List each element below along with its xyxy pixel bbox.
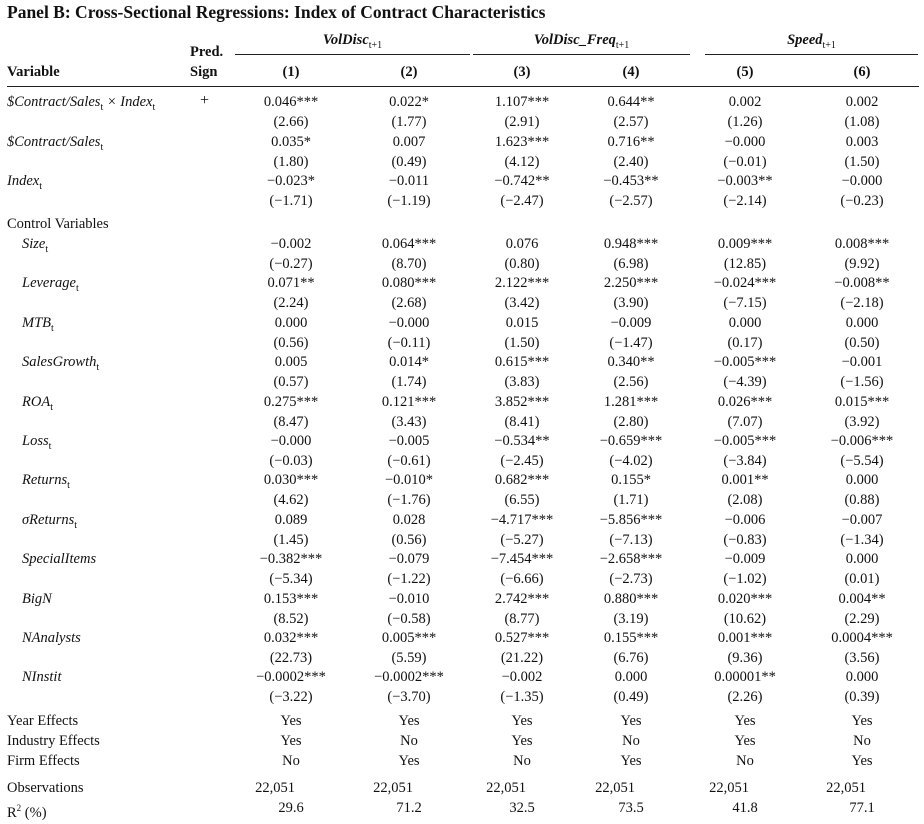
row-label-subscript: t (96, 361, 100, 373)
t-stat-cell: (−4.02) (609, 453, 653, 469)
row-label-text: BigN (22, 591, 52, 607)
t-stat-cell: (3.43) (391, 414, 427, 430)
column-number: (1) (282, 64, 300, 80)
coefficient-cell: −0.005*** (713, 433, 777, 449)
t-stat-cell: (8.77) (504, 611, 540, 627)
row-label-suffix-subscript: t (152, 101, 156, 113)
coefficient-cell: 2.122*** (494, 275, 550, 291)
coefficient-cell: −0.000 (724, 134, 766, 150)
row-label-subscript: t (100, 141, 104, 153)
t-stat-cell: (−1.76) (387, 492, 431, 508)
t-stat-cell: (3.42) (504, 295, 540, 311)
coefficient-cell: 0.000 (728, 315, 762, 331)
t-stat-cell: (2.80) (613, 414, 649, 430)
row-label-text: Returns (22, 472, 68, 488)
column-number: (2) (400, 64, 418, 80)
observations-label: Observations (7, 780, 84, 796)
t-stat-cell: (−3.84) (723, 453, 767, 469)
group-subscript: t+1 (615, 39, 630, 51)
effects-cell: Yes (511, 733, 533, 749)
coefficient-cell: −0.000 (388, 315, 430, 331)
t-stat-cell: (2.57) (613, 114, 649, 130)
coefficient-cell: 0.015*** (834, 394, 890, 410)
effects-cell: No (622, 733, 640, 749)
t-stat-cell: (−0.83) (723, 532, 767, 548)
coefficient-cell: 0.005 (274, 354, 308, 370)
coefficient-cell: −0.0002*** (374, 669, 444, 685)
coefficient-cell: −0.0002*** (256, 669, 326, 685)
r2-cell: 41.8 (732, 800, 758, 816)
t-stat-cell: (−0.03) (269, 453, 313, 469)
coefficient-cell: −0.024*** (713, 275, 777, 291)
predicted-sign: + (200, 92, 210, 109)
t-stat-cell: (6.76) (613, 650, 649, 666)
coefficient-cell: 0.153*** (263, 591, 319, 607)
row-label-suffix: × Index (103, 94, 153, 110)
coefficient-cell: 0.020*** (717, 591, 773, 607)
t-stat-cell: (1.08) (844, 114, 880, 130)
coefficient-cell: −0.003** (717, 173, 773, 189)
t-stat-cell: (−1.34) (840, 532, 884, 548)
t-stat-cell: (8.70) (391, 256, 427, 272)
row-label (22, 394, 53, 416)
row-label-subscript: t (67, 479, 70, 491)
coefficient-cell: 0.080*** (381, 275, 437, 291)
observations-cell: 22,051 (709, 780, 749, 796)
row-label-subscript: t (51, 322, 54, 334)
coefficient-cell: 0.121*** (381, 394, 437, 410)
group-header-3 (705, 32, 918, 51)
t-stat-cell: (8.47) (273, 414, 309, 430)
coefficient-cell: 0.001** (721, 472, 769, 488)
t-stat-cell: (−2.73) (609, 571, 653, 587)
coefficient-cell: −0.453** (603, 173, 659, 189)
coefficient-cell: 0.000 (845, 669, 879, 685)
effects-cell: Yes (398, 753, 420, 769)
effects-cell: No (853, 733, 871, 749)
row-label (22, 354, 99, 376)
t-stat-cell: (0.88) (844, 492, 880, 508)
coefficient-cell: −0.007 (841, 512, 883, 528)
coefficient-cell: −0.000 (841, 173, 883, 189)
coefficient-cell: −2.658*** (599, 551, 663, 567)
row-label-text: σReturns (22, 512, 75, 528)
group-header-2 (473, 32, 690, 51)
coefficient-cell: 0.009*** (717, 236, 773, 252)
table-title: Panel B: Cross-Sectional Regressions: Index of Contract Characteristics (7, 2, 546, 22)
row-label (22, 315, 54, 337)
effects-cell: No (513, 753, 531, 769)
control-variables-label: Control Variables (7, 216, 109, 232)
coefficient-cell: 0.076 (505, 236, 539, 252)
t-stat-cell: (−1.35) (500, 689, 544, 705)
coefficient-cell: −0.009 (610, 315, 652, 331)
row-label (7, 94, 155, 116)
t-stat-cell: (−3.70) (387, 689, 431, 705)
column-number: (3) (513, 64, 531, 80)
effects-cell: Yes (851, 713, 873, 729)
coefficient-cell: −0.006*** (830, 433, 894, 449)
t-stat-cell: (0.56) (391, 532, 427, 548)
coefficient-cell: −0.010* (384, 472, 434, 488)
coefficient-cell: −0.006 (724, 512, 766, 528)
coefficient-cell: 0.028 (392, 512, 426, 528)
coefficient-cell: −0.023* (266, 173, 316, 189)
row-label (22, 551, 96, 567)
effects-cell: Yes (620, 713, 642, 729)
coefficient-cell: −0.000 (270, 433, 312, 449)
coefficient-cell: −0.002 (270, 236, 312, 252)
t-stat-cell: (−2.18) (840, 295, 884, 311)
coefficient-cell: 0.002 (845, 94, 879, 110)
t-stat-cell: (−0.27) (269, 256, 313, 272)
group-rule-1 (235, 54, 470, 55)
coefficient-cell: 0.0004*** (831, 630, 893, 646)
t-stat-cell: (−1.22) (387, 571, 431, 587)
t-stat-cell: (−0.01) (723, 154, 767, 170)
row-label-text: NAnalysts (22, 630, 81, 646)
coefficient-cell: −0.534** (494, 433, 550, 449)
pred-sign-header-line2: Sign (190, 64, 218, 80)
coefficient-cell: 1.107*** (494, 94, 550, 110)
t-stat-cell: (−0.58) (387, 611, 431, 627)
row-label (22, 472, 70, 494)
group-header-1 (235, 32, 470, 51)
t-stat-cell: (6.98) (613, 256, 649, 272)
coefficient-cell: −0.005*** (713, 354, 777, 370)
coefficient-cell: 0.004** (838, 591, 886, 607)
t-stat-cell: (22.73) (269, 650, 313, 666)
row-label-text: ROA (22, 394, 51, 410)
coefficient-cell: 0.682*** (494, 472, 550, 488)
r2-cell: 71.2 (396, 800, 422, 816)
row-label-subscript: t (45, 243, 49, 255)
variable-header: Variable (7, 64, 60, 80)
coefficient-cell: 0.948*** (603, 236, 659, 252)
coefficient-cell: −0.002 (501, 669, 543, 685)
coefficient-cell: 1.623*** (494, 134, 550, 150)
coefficient-cell: 0.007 (392, 134, 426, 150)
row-label (22, 591, 52, 607)
coefficient-cell: 0.000 (845, 551, 879, 567)
coefficient-cell: −0.008** (834, 275, 890, 291)
r2-cell: 32.5 (509, 800, 535, 816)
r2-label-rest: (%) (21, 804, 47, 821)
t-stat-cell: (1.80) (273, 154, 309, 170)
r2-cell: 77.1 (849, 800, 875, 816)
t-stat-cell: (−6.66) (500, 571, 544, 587)
t-stat-cell: (5.59) (391, 650, 427, 666)
row-label (22, 512, 77, 534)
coefficient-cell: 0.340** (607, 354, 655, 370)
coefficient-cell: 0.155*** (603, 630, 659, 646)
coefficient-cell: 0.644** (607, 94, 655, 110)
row-label-text: $Contract/Sales (7, 94, 101, 110)
r2-cell: 29.6 (278, 800, 304, 816)
row-label-text: SalesGrowth (22, 354, 97, 370)
coefficient-cell: 0.001*** (717, 630, 773, 646)
t-stat-cell: (−5.54) (840, 453, 884, 469)
group-rule-3 (705, 54, 918, 55)
t-stat-cell: (2.26) (727, 689, 763, 705)
t-stat-cell: (1.71) (613, 492, 649, 508)
t-stat-cell: (3.19) (613, 611, 649, 627)
row-label-text: MTB (22, 315, 51, 331)
t-stat-cell: (0.39) (844, 689, 880, 705)
row-label-text: NInstit (22, 669, 62, 685)
t-stat-cell: (2.66) (273, 114, 309, 130)
row-label-subscript: t (50, 401, 53, 413)
t-stat-cell: (6.55) (504, 492, 540, 508)
observations-cell: 22,051 (595, 780, 635, 796)
row-label-text: SpecialItems (22, 551, 97, 567)
column-number: (6) (853, 64, 871, 80)
t-stat-cell: (3.83) (504, 374, 540, 390)
row-label (22, 236, 48, 258)
coefficient-cell: 0.615*** (494, 354, 550, 370)
t-stat-cell: (21.22) (500, 650, 544, 666)
group-subscript: t+1 (822, 39, 836, 51)
coefficient-cell: 0.155* (611, 472, 651, 488)
coefficient-cell: 3.852*** (494, 394, 550, 410)
group-name: VolDisc (322, 32, 369, 48)
coefficient-cell: 0.005*** (381, 630, 437, 646)
coefficient-cell: −0.659*** (599, 433, 663, 449)
coefficient-cell: 0.008*** (834, 236, 890, 252)
t-stat-cell: (1.74) (391, 374, 427, 390)
effects-label: Industry Effects (7, 733, 100, 749)
t-stat-cell: (4.62) (273, 492, 309, 508)
coefficient-cell: 0.022* (389, 94, 429, 110)
t-stat-cell: (2.91) (504, 114, 540, 130)
effects-cell: Yes (734, 713, 756, 729)
effects-cell: No (282, 753, 300, 769)
group-rule-2 (473, 54, 690, 55)
coefficient-cell: 0.046*** (263, 94, 319, 110)
observations-cell: 22,051 (255, 780, 295, 796)
coefficient-cell: 0.000 (845, 472, 879, 488)
t-stat-cell: (−0.23) (840, 193, 884, 209)
row-label-subscript: t (100, 101, 104, 113)
coefficient-cell: 0.000 (845, 315, 879, 331)
t-stat-cell: (−1.47) (609, 335, 653, 351)
observations-cell: 22,051 (373, 780, 413, 796)
t-stat-cell: (0.01) (844, 571, 880, 587)
t-stat-cell: (0.80) (504, 256, 540, 272)
row-label (7, 173, 42, 195)
effects-cell: Yes (620, 753, 642, 769)
t-stat-cell: (1.50) (504, 335, 540, 351)
row-label-text: Index (7, 173, 40, 189)
t-stat-cell: (4.12) (504, 154, 540, 170)
row-label-text: $Contract/Sales (7, 134, 101, 150)
t-stat-cell: (−2.57) (609, 193, 653, 209)
t-stat-cell: (−2.14) (723, 193, 767, 209)
effects-cell: Yes (280, 713, 302, 729)
coefficient-cell: 0.015 (505, 315, 539, 331)
t-stat-cell: (1.26) (727, 114, 763, 130)
column-number: (5) (736, 64, 754, 80)
t-stat-cell: (9.92) (844, 256, 880, 272)
coefficient-cell: 0.527*** (494, 630, 550, 646)
t-stat-cell: (2.68) (391, 295, 427, 311)
t-stat-cell: (3.56) (844, 650, 880, 666)
coefficient-cell: 0.089 (274, 512, 308, 528)
coefficient-cell: 0.716** (607, 134, 655, 150)
t-stat-cell: (0.17) (727, 335, 763, 351)
t-stat-cell: (10.62) (723, 611, 767, 627)
effects-cell: No (736, 753, 754, 769)
row-label-text: Leverage (22, 275, 76, 291)
coefficient-cell: −4.717*** (490, 512, 554, 528)
t-stat-cell: (0.49) (613, 689, 649, 705)
coefficient-cell: −0.010 (388, 591, 430, 607)
effects-cell: Yes (511, 713, 533, 729)
t-stat-cell: (0.49) (391, 154, 427, 170)
t-stat-cell: (1.45) (273, 532, 309, 548)
coefficient-cell: 2.742*** (494, 591, 550, 607)
t-stat-cell: (−2.47) (500, 193, 544, 209)
row-label (7, 134, 103, 156)
t-stat-cell: (−2.45) (500, 453, 544, 469)
coefficient-cell: −0.001 (841, 354, 883, 370)
t-stat-cell: (12.85) (723, 256, 767, 272)
t-stat-cell: (−1.56) (840, 374, 884, 390)
t-stat-cell: (−1.02) (723, 571, 767, 587)
coefficient-cell: −0.079 (388, 551, 430, 567)
group-name: VolDisc_Freq (533, 32, 616, 48)
coefficient-cell: 0.064*** (381, 236, 437, 252)
t-stat-cell: (−3.22) (269, 689, 313, 705)
t-stat-cell: (0.56) (273, 335, 309, 351)
row-label-subscript: t (75, 282, 79, 294)
effects-label: Year Effects (7, 713, 79, 729)
t-stat-cell: (9.36) (727, 650, 763, 666)
header-rule (7, 86, 919, 87)
t-stat-cell: (8.41) (504, 414, 540, 430)
column-number: (4) (622, 64, 640, 80)
effects-cell: Yes (734, 733, 756, 749)
t-stat-cell: (0.50) (844, 335, 880, 351)
coefficient-cell: 0.002 (728, 94, 762, 110)
t-stat-cell: (−0.11) (387, 335, 431, 351)
t-stat-cell: (2.24) (273, 295, 309, 311)
coefficient-cell: 0.000 (274, 315, 308, 331)
group-subscript: t+1 (368, 39, 383, 51)
t-stat-cell: (−0.61) (387, 453, 431, 469)
coefficient-cell: 0.880*** (603, 591, 659, 607)
t-stat-cell: (−1.71) (269, 193, 313, 209)
observations-cell: 22,051 (486, 780, 526, 796)
t-stat-cell: (2.29) (844, 611, 880, 627)
t-stat-cell: (−5.27) (500, 532, 544, 548)
coefficient-cell: 0.071** (267, 275, 315, 291)
row-label (22, 433, 51, 455)
coefficient-cell: −0.742** (494, 173, 550, 189)
t-stat-cell: (−7.15) (723, 295, 767, 311)
group-name: Speed (787, 32, 823, 48)
coefficient-cell: 0.030*** (263, 472, 319, 488)
t-stat-cell: (−4.39) (723, 374, 767, 390)
t-stat-cell: (−7.13) (609, 532, 653, 548)
row-label-subscript: t (48, 440, 52, 452)
t-stat-cell: (1.50) (844, 154, 880, 170)
t-stat-cell: (2.56) (613, 374, 649, 390)
coefficient-cell: 0.003 (845, 134, 879, 150)
coefficient-cell: 0.275*** (263, 394, 319, 410)
effects-cell: Yes (280, 733, 302, 749)
t-stat-cell: (2.08) (727, 492, 763, 508)
coefficient-cell: 1.281*** (603, 394, 659, 410)
coefficient-cell: −7.454*** (490, 551, 554, 567)
coefficient-cell: −0.005 (388, 433, 430, 449)
coefficient-cell: −5.856*** (599, 512, 663, 528)
coefficient-cell: −0.009 (724, 551, 766, 567)
t-stat-cell: (1.77) (391, 114, 427, 130)
r2-label (7, 800, 47, 821)
coefficient-cell: 0.00001** (714, 669, 776, 685)
t-stat-cell: (8.52) (273, 611, 309, 627)
effects-cell: Yes (398, 713, 420, 729)
row-label-subscript: t (39, 180, 42, 192)
t-stat-cell: (0.57) (273, 374, 309, 390)
coefficient-cell: 0.000 (614, 669, 648, 685)
t-stat-cell: (7.07) (727, 414, 763, 430)
coefficient-cell: −0.382*** (259, 551, 323, 567)
t-stat-cell: (3.90) (613, 295, 649, 311)
row-label (22, 630, 81, 646)
t-stat-cell: (−1.19) (387, 193, 431, 209)
row-label-subscript: t (74, 519, 78, 531)
t-stat-cell: (2.40) (613, 154, 649, 170)
observations-cell: 22,051 (826, 780, 866, 796)
t-stat-cell: (−5.34) (269, 571, 313, 587)
coefficient-cell: 0.014* (389, 354, 429, 370)
row-label (22, 669, 61, 685)
row-label (22, 275, 79, 297)
row-label-text: Loss (22, 433, 49, 449)
r2-label-superscript: 2 (16, 803, 22, 813)
r2-label-main: R (7, 804, 17, 821)
effects-cell: No (400, 733, 418, 749)
pred-sign-header-line1: Pred. (190, 44, 224, 60)
t-stat-cell: (3.92) (844, 414, 880, 430)
row-label-text: Size (22, 236, 46, 252)
coefficient-cell: 2.250*** (603, 275, 659, 291)
r2-cell: 73.5 (618, 800, 644, 816)
coefficient-cell: 0.035* (271, 134, 311, 150)
coefficient-cell: 0.026*** (717, 394, 773, 410)
effects-cell: Yes (851, 753, 873, 769)
coefficient-cell: −0.011 (388, 173, 430, 189)
coefficient-cell: 0.032*** (263, 630, 319, 646)
effects-label: Firm Effects (7, 753, 80, 769)
